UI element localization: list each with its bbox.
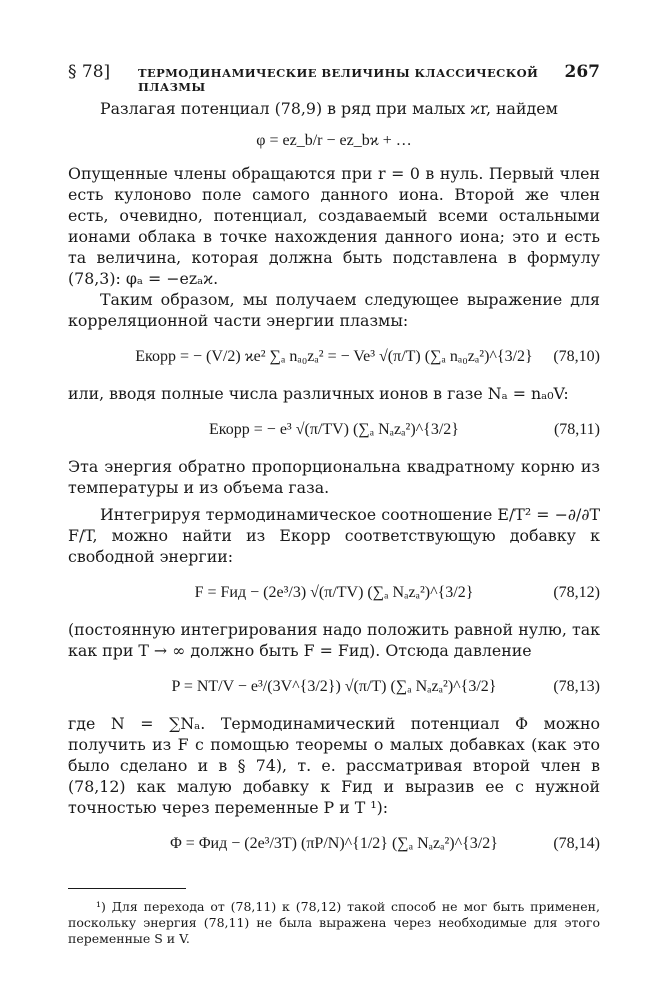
equation-78-11-body: Eкорр = − e³ √(π/TV) (∑ₐ Nₐzₐ²)^{3/2} (209, 421, 459, 438)
paragraph-1: Разлагая потенциал (78,9) в ряд при малых ϰr, найдем (100, 99, 558, 118)
paragraph-3: Таким образом, мы получаем следующее выражение для корреляционной части энергии плазмы: (68, 290, 600, 330)
header-section: § 78] (68, 62, 111, 82)
equation-78-10 (68, 331, 600, 383)
footnote: ¹) Для перехода от (78,11) к (78,12) такой способ не мог быть применен, поскольку энергия (78,11) не была выражена через необходимые для этого переменные S и V. (68, 899, 600, 946)
page-number: 267 (564, 62, 600, 82)
equation-78-14-body: Φ = Φид − (2e³/3T) (πP/N)^{1/2} (∑ₐ Nₐzₐ²)^{3/2} (170, 835, 498, 852)
paragraph-7: (постоянную интегрирования надо положить равной нулю, так как при T → ∞ должно быть F = Fид). Отсюда давление (68, 620, 600, 660)
equation-78-11 (68, 404, 600, 456)
equation-78-13-number: (78,13) (553, 678, 600, 695)
paragraph-6: Интегрируя термодинамическое соотношение E/T² = −∂/∂T F/T, можно найти из Eкорр соответствующую добавку к свободной энергии: (68, 505, 600, 566)
paragraph-4: или, вводя полные числа различных ионов в газе Nₐ = nₐ₀V: (68, 384, 569, 403)
equation-78-14-number: (78,14) (553, 835, 600, 852)
equation-78-12-body: F = Fид − (2e³/3) √(π/TV) (∑ₐ Nₐzₐ²)^{3/2} (194, 584, 474, 601)
header-title: ТЕРМОДИНАМИЧЕСКИЕ ВЕЛИЧИНЫ КЛАССИЧЕСКОЙ ПЛАЗМЫ (138, 66, 539, 94)
page-body (68, 98, 600, 947)
equation-78-12-number: (78,12) (553, 584, 600, 601)
paragraph-2: Опущенные члены обращаются при r = 0 в нуль. Первый член есть кулоново поле самого данного иона. Второй же член есть, очевидно, потенциал, создаваемый всеми остальными ионами облака в точке нахождения данного иона; это и есть та величина, которая должна быть подставлена в формулу (78,3): φₐ = −ezₐϰ. (68, 164, 600, 288)
paragraph-5: Эта энергия обратно пропорциональна квадратному корню из температуры и из объема газа. (68, 457, 600, 497)
equation-78-13 (68, 661, 600, 713)
equation-78-12 (68, 567, 600, 619)
equation-78-10-number: (78,10) (553, 348, 600, 365)
equation-78-13-body: P = NT/V − e³/(3V^{3/2}) √(π/T) (∑ₐ Nₐzₐ²)^{3/2} (171, 678, 497, 695)
footnote-rule (68, 888, 186, 889)
equation-phi: φ = ez_b/r − ez_bϰ + … (256, 132, 412, 149)
equation-78-10-body: Eкорр = − (V/2) ϰe² ∑ₐ nₐ₀zₐ² = − Ve³ √(π/T) (∑ₐ nₐ₀zₐ²)^{3/2} (135, 348, 533, 365)
equation-78-11-number: (78,11) (553, 421, 600, 438)
paragraph-8: где N = ∑Nₐ. Термодинамический потенциал Φ можно получить из F с помощью теоремы о малых добавках (как это было сделано и в § 74), т. е. рассматривая второй член в (78,12) как малую добавку к Fид и выразив ее с нужной точностью через переменные P и T ¹): (68, 714, 600, 817)
equation-78-14 (68, 818, 600, 870)
running-header (68, 62, 600, 94)
